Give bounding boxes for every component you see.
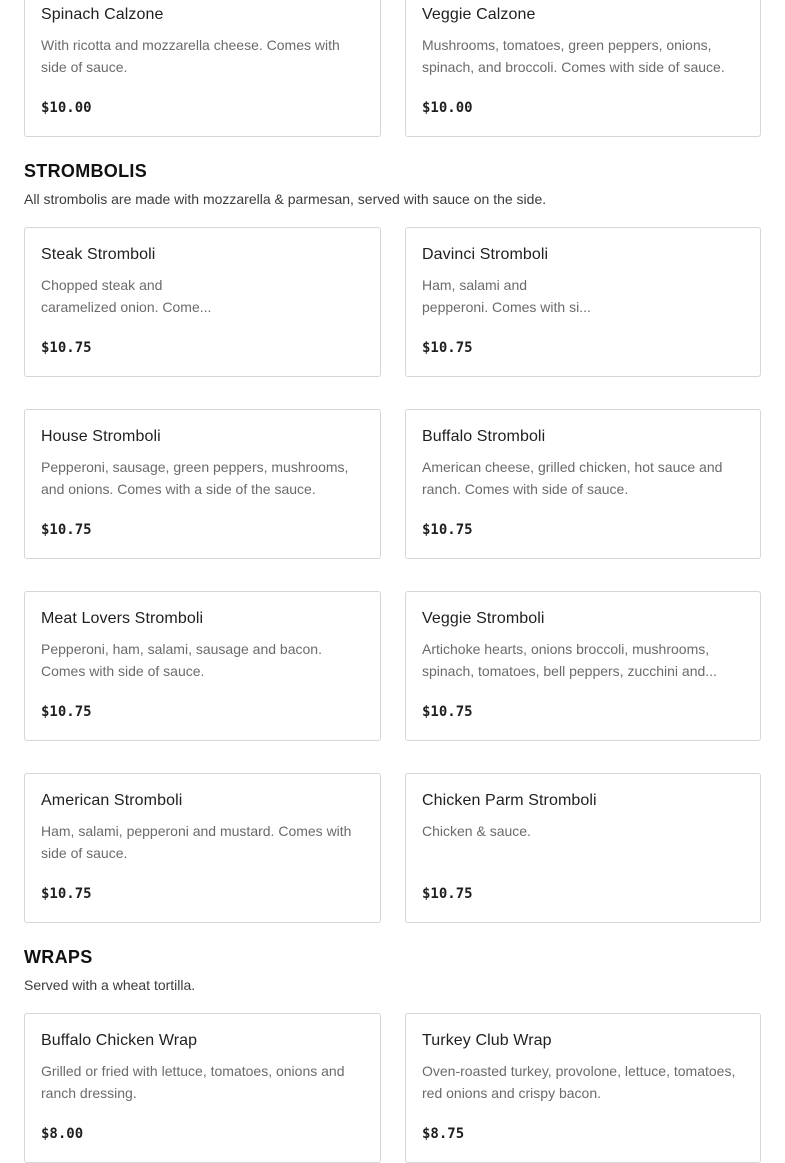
item-price: $10.75 [422, 522, 473, 538]
item-name: Veggie Calzone [422, 6, 536, 23]
item-name: Chicken Parm Stromboli [422, 792, 597, 809]
item-price: $10.00 [422, 100, 473, 116]
menu-item-card[interactable] [405, 0, 761, 137]
item-price: $10.00 [41, 100, 92, 116]
item-description: Pepperoni, sausage, green peppers, mushrooms, and onions. Comes with a side of the sauce. [41, 459, 349, 497]
menu-item-card[interactable] [24, 1013, 381, 1163]
menu-item-card[interactable] [24, 773, 381, 923]
item-description [41, 274, 366, 318]
item-name: Buffalo Chicken Wrap [41, 1032, 198, 1049]
item-name: Spinach Calzone [41, 6, 164, 23]
item-description [422, 638, 746, 682]
item-description: American cheese, grilled chicken, hot sauce and ranch. Comes with side of sauce. [422, 459, 723, 497]
item-name: Meat Lovers Stromboli [41, 610, 204, 627]
item-price: $10.75 [41, 704, 92, 720]
item-description-line: pepperoni. Comes with si... [422, 299, 591, 315]
menu-item-card[interactable] [405, 1013, 761, 1163]
item-description: Mushrooms, tomatoes, green peppers, onions, spinach, and broccoli. Comes with side of sauce. [422, 37, 725, 75]
section-subtitle-wraps: Served with a wheat tortilla. [24, 977, 196, 993]
menu-item-card[interactable] [405, 227, 761, 377]
section-subtitle-strombolis: All strombolis are made with mozzarella & parmesan, served with sauce on the side. [24, 191, 547, 207]
menu-item-card[interactable] [24, 0, 381, 137]
item-description-line: Ham, salami and [422, 277, 528, 293]
menu-item-card[interactable] [405, 409, 761, 559]
item-name: Buffalo Stromboli [422, 428, 546, 445]
menu-item-card[interactable] [24, 227, 381, 377]
item-price: $10.75 [41, 522, 92, 538]
item-name: American Stromboli [41, 792, 183, 809]
item-description: Grilled or fried with lettuce, tomatoes, onions and ranch dressing. [41, 1063, 345, 1101]
item-description-line: caramelized onion. Come... [41, 299, 212, 315]
item-description-line: spinach, tomatoes, bell peppers, zucchini and... [422, 663, 717, 679]
section-title-strombolis: STROMBOLIS [24, 161, 147, 181]
menu-item-card[interactable] [24, 591, 381, 741]
menu-item-card[interactable] [24, 409, 381, 559]
item-description: With ricotta and mozzarella cheese. Comes with side of sauce. [41, 37, 340, 75]
item-description: Pepperoni, ham, salami, sausage and bacon. Comes with side of sauce. [41, 641, 322, 679]
item-price: $10.75 [41, 340, 92, 356]
item-price: $10.75 [41, 886, 92, 902]
item-price: $10.75 [422, 704, 473, 720]
item-price: $10.75 [422, 340, 473, 356]
item-description: Ham, salami, pepperoni and mustard. Comes with side of sauce. [41, 823, 352, 861]
item-description: Chicken & sauce. [422, 823, 531, 839]
item-description-line: Chopped steak and [41, 277, 163, 293]
item-name: Davinci Stromboli [422, 246, 549, 263]
item-name: Turkey Club Wrap [422, 1032, 552, 1049]
item-description: Oven-roasted turkey, provolone, lettuce, tomatoes, red onions and crispy bacon. [422, 1063, 736, 1101]
item-description-line: Artichoke hearts, onions broccoli, mushrooms, [422, 641, 710, 657]
item-price: $10.75 [422, 886, 473, 902]
item-price: $8.75 [422, 1126, 465, 1142]
menu-item-card[interactable] [405, 773, 761, 923]
item-name: Veggie Stromboli [422, 610, 545, 627]
item-name: Steak Stromboli [41, 246, 156, 263]
item-description [422, 274, 746, 318]
item-price: $8.00 [41, 1126, 84, 1142]
item-name: House Stromboli [41, 428, 161, 445]
section-title-wraps: WRAPS [24, 947, 93, 967]
menu-item-card[interactable] [405, 591, 761, 741]
